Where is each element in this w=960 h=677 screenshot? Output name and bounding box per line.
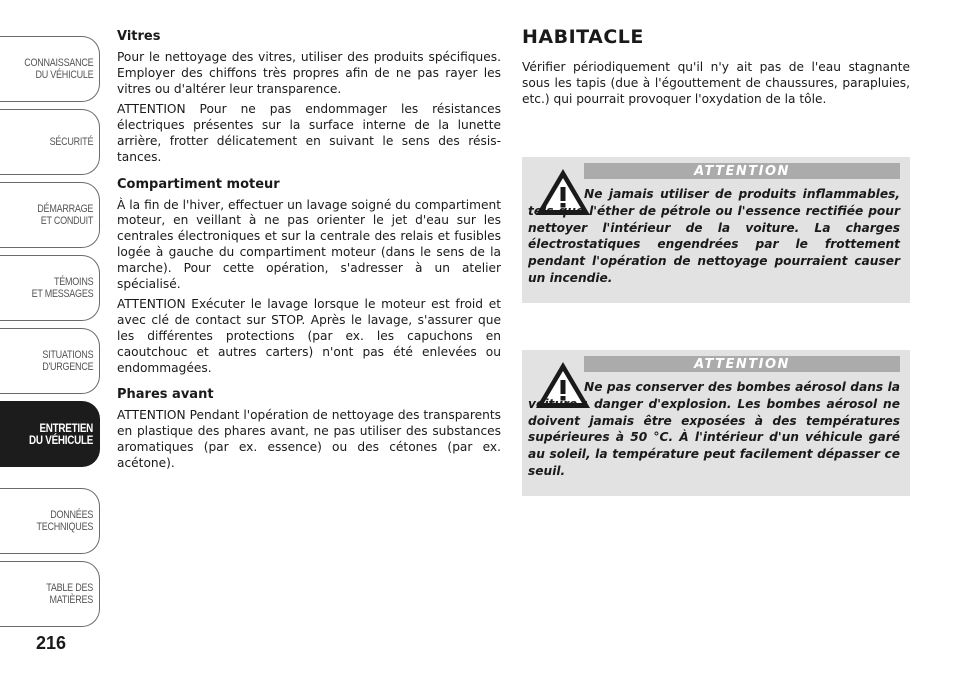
warning-header-label: ATTENTION xyxy=(694,163,790,179)
tab-entretien-du-vehicule[interactable] xyxy=(0,401,100,467)
section-title-compartiment-moteur: Compartiment moteur xyxy=(117,176,280,192)
tab-demarrage-et-conduit[interactable] xyxy=(0,182,100,248)
paragraph: Vérifier périodiquement qu'il n'y ait pas de l'eau stagnante sous les tapis (due à l'égouttement de chaussures, parapluies, etc.) qui pourrait provoquer l'oxydation de la tôle. xyxy=(522,60,910,106)
tab-label: TABLE DES MATIÈRES xyxy=(46,582,93,606)
paragraph: ATTENTION Pour ne pas endommager les résistances électriques présentes sur la surface interne de la lunette arrière, frotter délicatement en suivant le sens des résistances. xyxy=(117,102,501,164)
right-column xyxy=(522,26,910,107)
tab-label: SITUATIONS D'URGENCE xyxy=(41,349,93,373)
paragraph: Pour le nettoyage des vitres, utiliser des produits spécifiques. Employer des chiffons très propres afin de ne pas rayer les vitres ou d'altérer leur transparence. xyxy=(117,50,501,96)
warning-text: Ne jamais utiliser de produits inflammables, tels que l'éther de pétrole ou l'essence rectifiée pour nettoyer l'intérieur de la voiture. La charges électrostatiques engendrées par le frottement pendant l'opération de nettoyage pourraient causer un incendie. xyxy=(528,187,900,285)
warning-header xyxy=(584,356,900,372)
tab-label: DONNÉES TECHNIQUES xyxy=(36,509,93,533)
tab-donnees-techniques[interactable] xyxy=(0,488,100,554)
left-column xyxy=(117,29,501,477)
tab-label: SÉCURITÉ xyxy=(49,136,93,148)
tab-table-des-matieres[interactable] xyxy=(0,561,100,627)
tab-temoins-et-messages[interactable] xyxy=(0,255,100,321)
section-title-phares-avant: Phares avant xyxy=(117,387,214,403)
tab-label: DÉMARRAGE ET CONDUIT xyxy=(37,203,93,227)
tab-connaissance-du-vehicule[interactable] xyxy=(0,36,100,102)
tab-securite[interactable] xyxy=(0,109,100,175)
page-number: 216 xyxy=(36,633,67,653)
paragraph: ATTENTION Exécuter le lavage lorsque le moteur est froid et avec clé de contact sur STOP. Après le lavage, s'assurer que les différentes protections (par ex. les capuchons en caoutchouc et autres carters) n'ont pas été enlevées ou endommagées. xyxy=(117,297,501,375)
warning-text: Ne pas conserver des bombes aérosol dans la voiture : danger d'explosion. Les bombes aérosol ne doivent jamais être exposées à des températures supérieures à 50 °C. À l'intérieur d'un véhicule garé au soleil, la température peut facilement dépasser ce seuil. xyxy=(528,380,900,478)
tab-situations-d-urgence[interactable] xyxy=(0,328,100,394)
tab-label: ENTRETIEN DU VÉHICULE xyxy=(29,421,93,447)
warning-header xyxy=(584,163,900,179)
section-title-vitres: Vitres xyxy=(117,29,161,44)
paragraph: À la fin de l'hiver, effectuer un lavage soigné du compartiment moteur, en veillant à ne pas orienter le jet d'eau sur les centrales électroniques et sur la centrale des relais et fusibles logée à gauche du compartiment moteur (dans le sens de la marche). Pour cette opération, s'adresser à un atelier spécialisé. xyxy=(117,197,501,291)
tab-label: TÉMOINS ET MESSAGES xyxy=(31,276,93,300)
warning-header-label: ATTENTION xyxy=(694,356,790,372)
paragraph: ATTENTION Pendant l'opération de nettoyage des transparents en plastique des phares avant, ne pas utiliser des substances aromatiques (par ex. essence) ou des cétones (par ex. acétone). xyxy=(117,408,501,470)
warning-box xyxy=(522,157,910,303)
tab-label: CONNAISSANCE DU VÉHICULE xyxy=(23,57,93,81)
section-title-habitacle: HABITACLE xyxy=(522,26,644,48)
warning-box xyxy=(522,350,910,496)
